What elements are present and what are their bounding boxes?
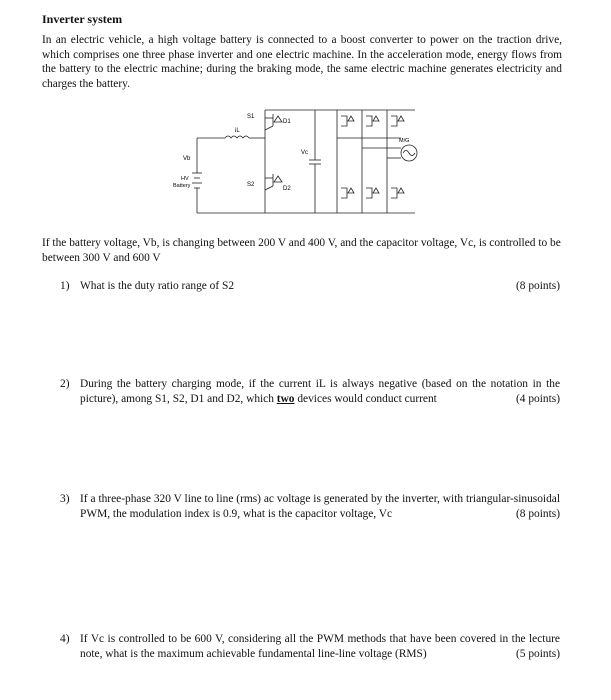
label-vc: Vc <box>301 150 309 156</box>
question-points: (8 points) <box>516 280 560 292</box>
question-emphasis: two <box>276 393 295 405</box>
label-hv: HV <box>181 176 189 182</box>
question-text-end: devices would conduct current <box>294 393 437 405</box>
question-text: What is the duty ratio range of S2 <box>80 280 235 292</box>
question-number: 1) <box>60 280 70 292</box>
condition-paragraph: If the battery voltage, Vb, is changing between 200 V and 400 V, and the capacitor voltage, Vc, is controlled to be between 300 V and 600 V <box>42 237 561 264</box>
question-text: During the battery charging mode, if the current iL is always negative (based on the notation in the picture), among S1, S2, D1 and D2, which <box>80 378 560 405</box>
question-points: (4 points) <box>516 393 560 405</box>
question-points: (8 points) <box>516 508 560 520</box>
label-d1: D1 <box>283 119 291 125</box>
question-text: If a three-phase 320 V line to line (rms) ac voltage is generated by the inverter, with triangular-sinusoidal PWM, the modulation index is 0.9, what is the capacitor voltage, Vc <box>80 493 560 520</box>
question-2 <box>60 377 560 407</box>
question-3 <box>60 492 560 522</box>
label-battery: Battery <box>173 183 191 189</box>
label-vb: Vb <box>183 156 191 162</box>
question-number: 3) <box>60 493 70 505</box>
label-il: iL <box>235 128 240 134</box>
question-points: (5 points) <box>516 648 560 660</box>
question-1 <box>60 279 560 294</box>
document-title: Inverter system <box>42 12 123 26</box>
circuit-diagram <box>165 108 430 228</box>
label-mg: M/G <box>399 138 410 144</box>
question-text: If Vc is controlled to be 600 V, considering all the PWM methods that have been covered in the lecture note, what is the maximum achievable fundamental line-line voltage (RMS) <box>80 633 560 660</box>
label-s1: S1 <box>247 114 255 120</box>
intro-paragraph: In an electric vehicle, a high voltage battery is connected to a boost converter to power on the traction drive, which comprises one three phase inverter and one electric machine. In the acceleration mode, energy flows from the battery to the electric machine; during the braking mode, the same electric machine generates electricity and charges the battery. <box>42 34 562 90</box>
label-d2: D2 <box>283 186 291 192</box>
question-number: 2) <box>60 378 70 390</box>
label-s2: S2 <box>247 182 255 188</box>
question-number: 4) <box>60 633 70 645</box>
question-4 <box>60 632 560 662</box>
